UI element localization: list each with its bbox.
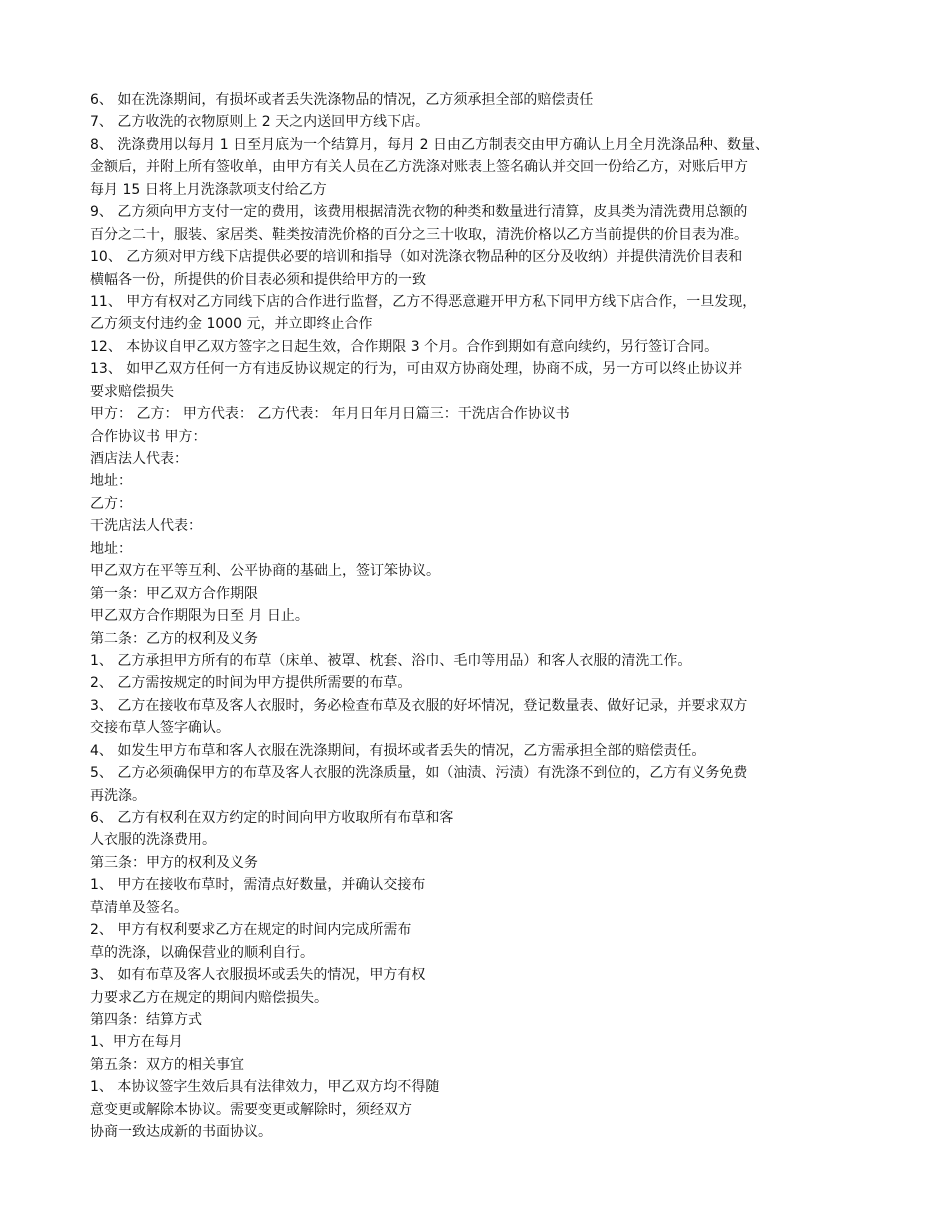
text-line: 5、 乙方必须确保甲方的布草及客人衣服的洗涤质量，如（油渍、污渍）有洗涤不到位的，乙方有义务免费 — [90, 765, 748, 782]
text-line: 协商一致达成新的书面协议。 — [90, 1124, 272, 1141]
text-line: 乙方： — [90, 495, 132, 512]
text-line: 第一条：甲乙双方合作期限 — [90, 585, 258, 602]
text-line: 7、 乙方收洗的衣物原则上 2 天之内送回甲方线下店。 — [90, 114, 430, 131]
text-line: 横幅各一份，所提供的价目表必须和提供给甲方的一致 — [90, 271, 426, 288]
text-line: 再洗涤。 — [90, 787, 146, 804]
text-line: 地址： — [90, 540, 132, 557]
document-body — [90, 89, 870, 1144]
text-line: 乙方须支付违约金 1000 元，并立即终止合作 — [90, 316, 373, 333]
text-line: 意变更或解除本协议。需要变更或解除时，须经双方 — [90, 1101, 412, 1118]
text-line: 12、 本协议自甲乙双方签字之日起生效，合作期限 3 个月。合作到期如有意向续约，另行签订合同。 — [90, 338, 719, 355]
text-line: 11、 甲方有权对乙方同线下店的合作进行监督，乙方不得恶意避开甲方私下同甲方线下店合作，一旦发现， — [90, 293, 757, 310]
text-line: 1、 本协议签字生效后具有法律效力，甲乙双方均不得随 — [90, 1079, 440, 1096]
text-line: 甲乙双方在平等互利、公平协商的基础上，签订笨协议。 — [90, 563, 440, 580]
text-line: 2、 乙方需按规定的时间为甲方提供所需要的布草。 — [90, 675, 412, 692]
text-line: 地址： — [90, 473, 132, 490]
text-line: 1、 乙方承担甲方所有的布草（床单、被罩、枕套、浴巾、毛巾等用品）和客人衣服的清洗工作。 — [90, 652, 692, 669]
text-line: 1、甲方在每月 — [90, 1034, 183, 1051]
text-line: 6、 乙方有权利在双方约定的时间向甲方收取所有布草和客 — [90, 810, 454, 826]
text-line: 甲乙双方合作期限为日至 月 日止。 — [90, 608, 309, 625]
text-line: 第二条：乙方的权利及义务 — [90, 630, 258, 647]
text-line: 8、 洗涤费用以每月 1 日至月底为一个结算月，每月 2 日由乙方制表交由甲方确认上月全月洗涤品种、数量、 — [90, 136, 769, 153]
text-line: 每月 15 日将上月洗涤款项支付给乙方 — [90, 181, 327, 198]
text-line: 干洗店法人代表： — [90, 518, 202, 535]
text-line: 4、 如发生甲方布草和客人衣服在洗涤期间，有损坏或者丢失的情况，乙方需承担全部的赔偿责任。 — [90, 742, 706, 759]
text-line: 草的洗涤，以确保营业的顺利自行。 — [90, 944, 314, 961]
text-line: 要求赔偿损失 — [90, 383, 174, 400]
text-line: 甲方： 乙方： 甲方代表： 乙方代表： 年月日年月日篇三：干洗店合作协议书 — [90, 406, 570, 423]
text-line: 草清单及签名。 — [90, 899, 188, 916]
text-line: 百分之二十，服装、家居类、鞋类按清洗价格的百分之三十收取，清洗价格以乙方当前提供的价目表为准。 — [90, 226, 748, 243]
text-line: 3、 乙方在接收布草及客人衣服时，务必检查布草及衣服的好坏情况，登记数量表、做好记录，并要求双方 — [90, 697, 748, 714]
text-line: 1、 甲方在接收布草时，需清点好数量，并确认交接布 — [90, 877, 426, 894]
text-line: 10、 乙方须对甲方线下店提供必要的培训和指导（如对洗涤衣物品种的区分及收纳）并提供清洗价目表和 — [90, 249, 743, 266]
text-line: 第五条：双方的相关事宜 — [90, 1056, 244, 1073]
text-line: 第三条：甲方的权利及义务 — [90, 854, 258, 871]
text-line: 合作协议书 甲方： — [90, 428, 207, 445]
text-line: 第四条：结算方式 — [90, 1011, 202, 1028]
text-line: 6、 如在洗涤期间，有损坏或者丢失洗涤物品的情况，乙方须承担全部的赔偿责任 — [90, 92, 594, 108]
text-line: 9、 乙方须向甲方支付一定的费用，该费用根据清洗衣物的种类和数量进行清算，皮具类为清洗费用总额的 — [90, 204, 748, 221]
text-line: 13、 如甲乙双方任何一方有违反协议规定的行为，可由双方协商处理，协商不成，另一方可以终止协议并 — [90, 361, 743, 378]
text-line: 2、 甲方有权利要求乙方在规定的时间内完成所需布 — [90, 922, 412, 939]
text-line: 金额后，并附上所有签收单，由甲方有关人员在乙方洗涤对账表上签名确认并交回一份给乙方，对账后甲方 — [90, 159, 748, 176]
text-line: 交接布草人签字确认。 — [90, 720, 230, 737]
text-line: 力要求乙方在规定的期间内赔偿损失。 — [90, 989, 328, 1006]
text-line: 人衣服的洗涤费用。 — [90, 832, 216, 849]
text-line: 酒店法人代表： — [90, 451, 188, 467]
text-line: 3、 如有布草及客人衣服损坏或丢失的情况，甲方有权 — [90, 967, 426, 984]
